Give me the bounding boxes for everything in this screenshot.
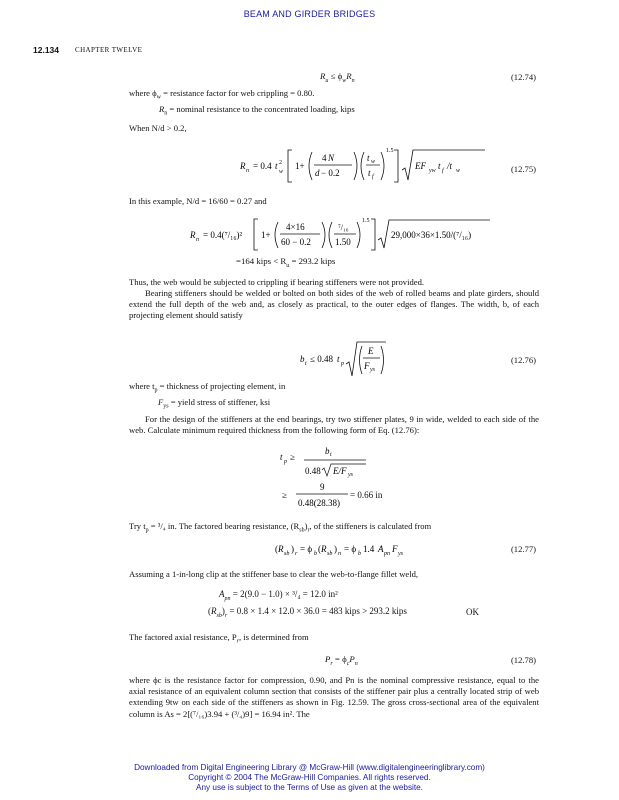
svg-text:w: w [456,168,461,174]
equation-number-12-78: (12.78) [510,655,536,665]
paragraph-bearing-stiffeners: Bearing stiffeners should be welded or bolted on both sides of the web of rolled beams and plate girders, should extend the full depth of the web and, as closely as practical, to the outer edges of flanges. The width, b, of each projecting element should satisfy [129,288,539,321]
when-condition: When N/d > 0.2, [129,123,187,133]
tp-value-formula [280,481,350,511]
example-intro: In this example, N/d = 16/60 = 0.27 and [129,196,267,206]
svg-text:A: A [378,544,384,554]
footer-terms: Any use is subject to the Terms of Use as given at the website. [196,783,423,792]
svg-text:9: 9 [320,482,325,492]
clip-assumption-text: Assuming a 1-in-long clip at the stiffener base to clear the web-to-flange fillet weld, [129,569,419,579]
svg-text:= 0.4(⁷/₁₆)²: = 0.4(⁷/₁₆)² [203,230,243,240]
svg-text:t: t [305,361,307,367]
svg-text:− 0.2: − 0.2 [321,168,340,178]
crippling-calculation [190,214,510,256]
paragraph-crippling: Thus, the web would be subjected to crippling if bearing stiffeners were not provided. [129,277,425,287]
svg-text:R: R [321,544,327,554]
axial-resistance-text: The factored axial resistance, $P_r$, is determined from [129,632,309,645]
svg-text:n: n [196,237,199,243]
svg-text:≤ 0.48: ≤ 0.48 [310,354,333,364]
svg-text:b: b [325,446,330,456]
svg-text:w: w [371,159,376,165]
svg-text:1+: 1+ [295,161,305,171]
try-thickness-text: Try $t_p = ^3/_4$ in. The factored bearing resistance, $(R_{sb})_r$, of the stiffeners is calculated from [129,521,432,534]
footer-copyright: Copyright © 2004 The McGraw-Hill Companies. All rights reserved. [188,773,431,782]
svg-text:r: r [295,551,298,557]
svg-text:1.5: 1.5 [362,218,370,224]
equation-number-12-76: (12.76) [510,355,536,365]
svg-text:f: f [372,174,374,180]
svg-text:R: R [190,230,196,240]
svg-text:4: 4 [322,153,327,163]
svg-text:E: E [368,346,374,356]
svg-text:60 − 0.2: 60 − 0.2 [281,237,311,247]
svg-text:N: N [328,153,335,163]
svg-text:(: ( [318,544,321,554]
svg-text:R: R [240,161,246,171]
svg-text:p: p [341,361,344,367]
svg-text:sb: sb [327,551,333,557]
svg-text:≥: ≥ [282,490,287,500]
svg-text:ys: ys [370,367,375,373]
svg-text:yw: yw [429,168,436,174]
svg-text:t: t [438,161,441,171]
svg-text:F: F [364,361,370,371]
svg-text:w: w [279,169,284,175]
paragraph-equivalent-column: where ϕc is the resistance factor for compression, 0.90, and Pn is the nominal compressive resistance, equal to the axial resistance of an equivalent column section that consists of the stiffener pair plus a centrally located strip of web extending 9tw on each side of the stiffeners as shown in Fig. 12.59. The gross cross-sectional area of the equivalent column is As = 2[(⁷/₁₆)3.94 + (³/₄)9] = 16.94 in². The [129,675,539,719]
where-block-74: where $\phi_w$ = resistance factor for web crippling = 0.80. $R_n$ = nominal resistance to the concentrated loading, kips [129,88,355,117]
svg-text:= ϕ: = ϕ [300,544,313,554]
svg-text:t: t [330,452,332,458]
equation-12-78-formula: $P_r = \phi_cP_n$ [325,654,358,667]
equation-12-76-formula [300,340,420,380]
svg-text:= ϕ: = ϕ [344,544,357,554]
svg-text:b: b [300,354,305,364]
running-header: BEAM AND GIRDER BRIDGES [243,9,376,19]
svg-text:1.50: 1.50 [335,237,351,247]
svg-text:1.4: 1.4 [363,544,375,554]
svg-text:pn: pn [384,551,390,557]
svg-text:): ) [334,544,337,554]
paragraph-stiffener-design: For the design of the stiffeners at the end bearings, try two stiffener plates, 9 in wide, welded to each side of the web. Calculate minimum required thickness from the following form of Eq. (12.76): [129,414,539,436]
svg-text:/t: /t [447,161,453,171]
svg-text:sb: sb [284,551,290,557]
svg-text:F: F [392,544,398,554]
apn-calculation: $A_{pn} = 2(9.0 - 1.0) \times ^3/_4 = 12.0$ in² [219,589,338,602]
svg-text:= 0.4: = 0.4 [253,161,272,171]
equation-12-74: $R_u \le \phi_wR_n$ [320,71,355,84]
svg-text:): ) [291,544,294,554]
svg-text:EF: EF [415,161,426,171]
svg-text:t: t [337,354,340,364]
page-number: 12.134 [33,45,59,55]
svg-text:b: b [358,551,361,557]
equation-number-12-74: (12.74) [510,72,536,82]
svg-text:t: t [367,153,370,163]
equation-number-12-77: (12.77) [510,544,536,554]
svg-text:ys: ys [398,551,403,557]
svg-text:ys: ys [348,472,353,478]
ok-label: OK [466,607,479,617]
footer-download-link[interactable]: Downloaded from Digital Engineering Library @ McGraw-Hill (www.digitalengineeringlibrary.com) [134,763,485,772]
rsb-calculation: $(R_{sb})_r = 0.8 \times 1.4 \times 12.0 \times 36.0 = 483$ kips > 293.2 kips [208,606,407,619]
svg-text:0.48: 0.48 [305,466,321,476]
svg-text:R: R [278,544,284,554]
chapter-label: CHAPTER TWELVE [75,46,143,54]
crippling-result: =164 kips < $R_u = 293.2$ kips [236,256,336,269]
svg-text:(: ( [275,544,278,554]
svg-text:0.48(28.38): 0.48(28.38) [298,498,340,508]
svg-text:1+: 1+ [261,230,271,240]
equation-12-77-formula [275,540,455,558]
svg-text:n: n [246,168,249,174]
svg-text:E/F: E/F [333,466,347,476]
svg-text:4×16: 4×16 [286,222,305,232]
svg-text:t: t [280,452,283,462]
svg-text:b: b [314,551,317,557]
svg-text:29,000×36×1.50/(⁷/₁₆): 29,000×36×1.50/(⁷/₁₆) [391,230,472,240]
equation-12-75-formula [240,142,520,188]
svg-text:t: t [275,161,278,171]
svg-text:t: t [368,168,371,178]
svg-text:p: p [284,459,287,465]
svg-text:1.5: 1.5 [386,148,394,154]
where-block-76: where $t_p$ = thickness of projecting element, in $F_{ys}$ = yield stress of stiffener, ksi [129,381,286,410]
svg-text:n: n [338,551,341,557]
equation-number-12-75: (12.75) [510,164,536,174]
tp-result: = 0.66 in [350,490,383,500]
download-footer [0,763,619,793]
svg-text:≥: ≥ [290,452,295,462]
svg-text:⁷/₁₆: ⁷/₁₆ [338,223,349,232]
svg-text:f: f [442,168,444,174]
svg-text:2: 2 [279,160,282,166]
svg-text:d: d [315,168,320,178]
tp-formula [280,446,370,482]
